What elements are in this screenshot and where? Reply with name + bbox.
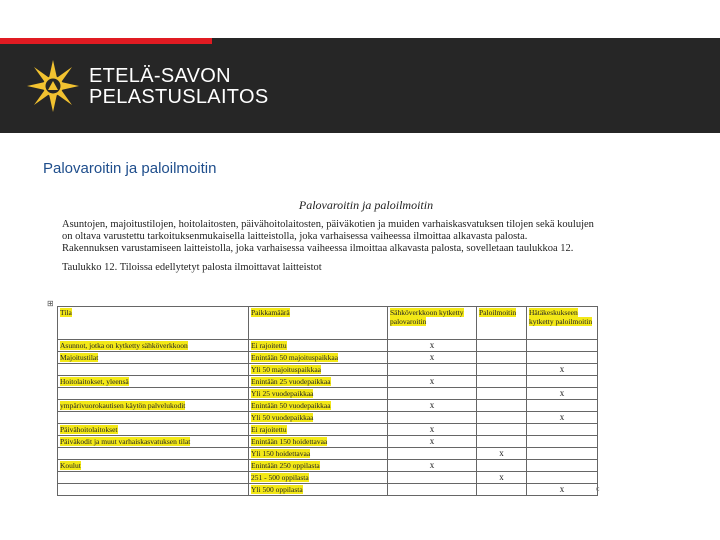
cell-tila [58,460,249,472]
cell-paikkamaara-text: Yli 150 hoidettavaa [251,449,311,458]
cell-paikkamaara [249,484,388,496]
cell-paikkamaara [249,400,388,412]
document-heading: Palovaroitin ja paloilmoitin [298,198,434,212]
cell-tila [58,472,249,484]
anchor-icon: ⊞ [47,299,54,308]
cell-tila-text: Majoitustilat [60,353,99,362]
cell-paikkamaara [249,424,388,436]
cell-palovaroitin-text: x [429,424,435,434]
cell-palovaroitin [388,448,477,460]
cell-tila [58,400,249,412]
org-name-line1: ETELÄ-SAVON [89,65,231,87]
cell-paikkamaara [249,376,388,388]
cell-tila [58,388,249,400]
cell-paikkamaara [249,340,388,352]
cell-paloilmoitin [477,448,527,460]
cell-hatakeskus-text: x [559,484,565,494]
cell-paloilmoitin [477,436,527,448]
cell-hatakeskus [527,388,598,400]
cell-paikkamaara [249,448,388,460]
table-caption: Taulukko 12. Tiloissa edellytetyt palosta ilmoittavat laitteistot [62,261,322,273]
cell-hatakeskus [527,472,598,484]
cell-hatakeskus [527,460,598,472]
cell-palovaroitin-text: x [429,460,435,470]
cell-hatakeskus [527,484,598,496]
cell-paloilmoitin [477,424,527,436]
header-palovaroitin: Sähköverkkoon kytketty palovaroitin [388,307,477,340]
cell-tila [58,376,249,388]
cell-tila-text: Päiväkodit ja muut varhaiskasvatuksen tilat [60,437,191,446]
header-tila: Tila [58,307,249,340]
cell-hatakeskus-text: x [559,412,565,422]
cell-tila [58,448,249,460]
cell-paikkamaara [249,472,388,484]
table-row [58,472,598,484]
cell-tila-text: Koulut [60,461,81,470]
cell-tila [58,340,249,352]
table-row [58,352,598,364]
cell-paloilmoitin [477,340,527,352]
org-name-line2: PELASTUSLAITOS [89,86,269,108]
requirements-table [57,306,598,496]
cell-hatakeskus [527,448,598,460]
cell-palovaroitin [388,400,477,412]
cell-paloilmoitin [477,364,527,376]
cell-palovaroitin [388,364,477,376]
stripe-mask [212,38,720,44]
cell-palovaroitin-text: x [429,400,435,410]
slide-title: Palovaroitin ja paloilmoitin [43,160,217,177]
cell-paloilmoitin [477,400,527,412]
table-row [58,460,598,472]
table-row [58,436,598,448]
cell-paloilmoitin [477,388,527,400]
cell-palovaroitin [388,472,477,484]
cell-hatakeskus [527,412,598,424]
table-row [58,400,598,412]
cell-paikkamaara-text: Yli 50 majoituspaikkaa [251,365,321,374]
cell-paikkamaara-text: Enintään 50 majoituspaikkaa [251,353,339,362]
cell-palovaroitin [388,424,477,436]
organization-name [89,66,268,108]
header-hatakeskus: Hätäkeskukseen kytketty paloilmoitin [527,307,598,340]
table-row [58,412,598,424]
corner-mark-icon: c [596,486,600,493]
cell-paikkamaara-text: Enintään 25 vuodepaikkaa [251,377,331,386]
cell-tila [58,436,249,448]
cell-tila [58,484,249,496]
cell-paikkamaara-text: Enintään 250 oppilasta [251,461,320,470]
cell-palovaroitin [388,484,477,496]
cell-palovaroitin [388,412,477,424]
table-header-row [58,307,598,340]
cell-tila-text: Asunnot, jotka on kytketty sähköverkkoon [60,341,188,350]
cell-hatakeskus-text: x [559,388,565,398]
cell-paloilmoitin [477,472,527,484]
cell-paloilmoitin [477,376,527,388]
cell-tila [58,412,249,424]
cell-paikkamaara [249,364,388,376]
cell-hatakeskus [527,364,598,376]
cell-tila [58,424,249,436]
document-excerpt [52,198,600,494]
cell-palovaroitin-text: x [429,340,435,350]
cell-paikkamaara [249,412,388,424]
cell-hatakeskus [527,400,598,412]
table-row [58,448,598,460]
cell-tila-text: Hoitolaitokset, yleensä [60,377,129,386]
cell-palovaroitin [388,436,477,448]
cell-palovaroitin-text: x [429,352,435,362]
cell-paikkamaara-text: Yli 500 oppilasta [251,485,303,494]
cell-paikkamaara-text: Ei rajoitettu [251,341,287,350]
cell-palovaroitin [388,388,477,400]
cell-tila-text: Päivähoitolaitokset [60,425,118,434]
table-row [58,424,598,436]
cell-hatakeskus [527,436,598,448]
cell-paikkamaara-text: Yli 25 vuodepaikkaa [251,389,314,398]
header-paloilmoitin: Paloilmoitin [477,307,527,340]
table-row [58,340,598,352]
cell-hatakeskus-text: x [559,364,565,374]
cell-paloilmoitin [477,412,527,424]
cell-paloilmoitin [477,484,527,496]
cell-paloilmoitin-text: x [499,448,504,458]
cell-paikkamaara [249,352,388,364]
cell-paloilmoitin [477,352,527,364]
cell-paikkamaara [249,436,388,448]
cell-paikkamaara [249,460,388,472]
cell-paloilmoitin [477,460,527,472]
cell-paikkamaara-text: Ei rajoitettu [251,425,287,434]
cell-hatakeskus [527,424,598,436]
cell-palovaroitin [388,376,477,388]
table-row [58,364,598,376]
table-row [58,484,598,496]
cell-paloilmoitin-text: x [499,472,504,482]
cell-hatakeskus [527,376,598,388]
cell-paikkamaara-text: 251 - 500 oppilasta [251,473,309,482]
table-row [58,388,598,400]
table-row [58,376,598,388]
document-paragraph-1: Asuntojen, majoitustilojen, hoitolaitosten, päivähoitolaitosten, päiväkotien ja muiden varhaiskasvatuksen tilojen sekä koulujen on oltava varustettu tarkoituksenmukaisella laitteistolla, joka varhaisessa vaiheessa ilmoittaa alkavasta palosta. [62,219,594,243]
cell-palovaroitin [388,340,477,352]
document-paragraph-2: Rakennuksen varustamiseen laitteistolla, joka varhaisessa vaiheessa ilmoittaa alkavasta palosta, sovelletaan taulukkoa 12. [62,243,574,255]
cell-hatakeskus [527,352,598,364]
cell-tila [58,364,249,376]
cell-paikkamaara-text: Enintään 50 vuodepaikkaa [251,401,331,410]
cell-palovaroitin [388,352,477,364]
cell-palovaroitin [388,460,477,472]
cell-palovaroitin-text: x [429,436,435,446]
cell-paikkamaara [249,388,388,400]
cell-paikkamaara-text: Enintään 150 hoidettavaa [251,437,328,446]
cell-tila-text: ympärivuorokautisen käytön palvelukodit [60,401,186,410]
header-paikkamaara: Paikkamäärä [249,307,388,340]
cell-tila [58,352,249,364]
cell-hatakeskus [527,340,598,352]
rescue-star-emblem-icon [27,60,79,112]
cell-palovaroitin-text: x [429,376,435,386]
cell-paikkamaara-text: Yli 50 vuodepaikkaa [251,413,314,422]
